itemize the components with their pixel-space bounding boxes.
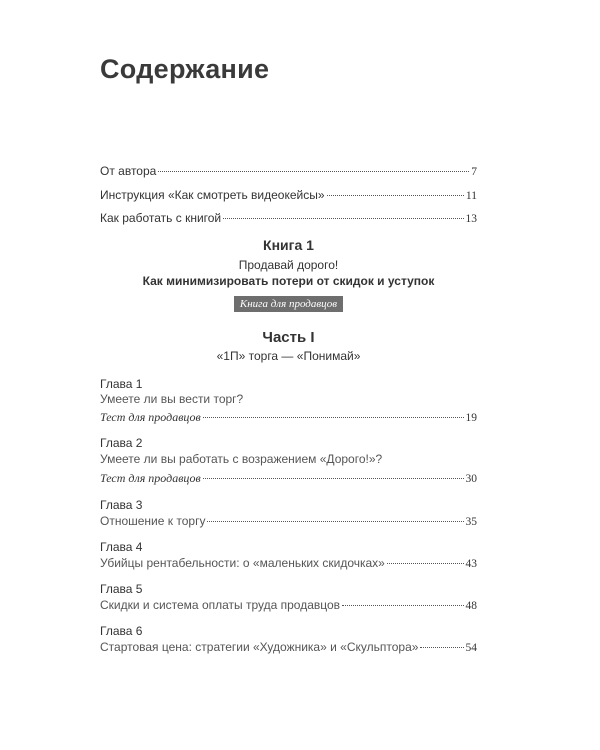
toc-entry-chapter-3[interactable]: [100, 514, 477, 528]
page-title: Содержание: [100, 54, 270, 84]
book-title: Книга 1: [263, 237, 314, 253]
dot-leader: [420, 647, 463, 648]
book-subtitle-1: Продавай дорого!: [238, 258, 339, 272]
toc-entry-label: Скидки и система оплаты труда продавцов: [100, 598, 341, 612]
chapter-6-heading: Глава 6: [100, 624, 143, 638]
book-subtitle-2: Как минимизировать потери от скидок и уступок: [142, 274, 435, 288]
toc-entry-chapter-2-test[interactable]: [100, 471, 477, 486]
toc-entry-chapter-6[interactable]: [100, 640, 477, 654]
part-title: Часть I: [262, 329, 315, 346]
toc-page-number: 13: [465, 213, 477, 225]
toc-entry-label: Тест для продавцов: [100, 471, 201, 485]
dot-leader: [203, 417, 464, 418]
toc-entry-label: Стартовая цена: стратегии «Художника» и «Скульптора»: [100, 640, 419, 654]
chapter-2-title: Умеете ли вы работать с возражением «Дорого!»?: [100, 452, 383, 466]
dot-leader: [387, 563, 464, 564]
toc-entry-label: Отношение к торгу: [100, 514, 206, 528]
toc-entry-label: Инструкция «Как смотреть видеокейсы»: [100, 188, 325, 202]
toc-entry-how-to-work[interactable]: [100, 211, 477, 225]
toc-page-number: 7: [471, 166, 477, 178]
dot-leader: [207, 521, 463, 522]
toc-page-number: 30: [465, 473, 477, 485]
chapter-1-title: Умеете ли вы вести торг?: [100, 392, 244, 406]
toc-entry-video-instructions[interactable]: [100, 188, 477, 202]
dot-leader: [158, 171, 469, 172]
toc-entry-author[interactable]: [100, 164, 477, 178]
toc-entry-chapter-4[interactable]: [100, 556, 477, 570]
toc-page-number: 19: [465, 412, 477, 424]
dot-leader: [342, 605, 463, 606]
toc-entry-label: Как работать с книгой: [100, 211, 222, 225]
chapter-2-heading: Глава 2: [100, 436, 143, 450]
toc-entry-chapter-1-test[interactable]: [100, 410, 477, 425]
dot-leader: [223, 218, 463, 219]
toc-page-number: 11: [465, 190, 477, 202]
chapter-4-heading: Глава 4: [100, 540, 143, 554]
part-subtitle: «1П» торга — «Понимай»: [216, 349, 361, 363]
toc-entry-label: Убийцы рентабельности: о «маленьких скидочках»: [100, 556, 385, 570]
toc-page-number: 54: [465, 642, 477, 654]
toc-page-number: 35: [465, 516, 477, 528]
book-badge: Книга для продавцов: [234, 296, 343, 312]
toc-entry-chapter-5[interactable]: [100, 598, 477, 612]
book-badge-wrap: [100, 294, 477, 312]
toc-page-number: 48: [465, 600, 477, 612]
dot-leader: [203, 478, 464, 479]
toc-entry-label: Тест для продавцов: [100, 410, 201, 424]
chapter-1-heading: Глава 1: [100, 377, 143, 391]
dot-leader: [327, 195, 464, 196]
toc-page-number: 43: [465, 558, 477, 570]
chapter-5-heading: Глава 5: [100, 582, 143, 596]
chapter-3-heading: Глава 3: [100, 498, 143, 512]
toc-entry-label: От автора: [100, 164, 157, 178]
